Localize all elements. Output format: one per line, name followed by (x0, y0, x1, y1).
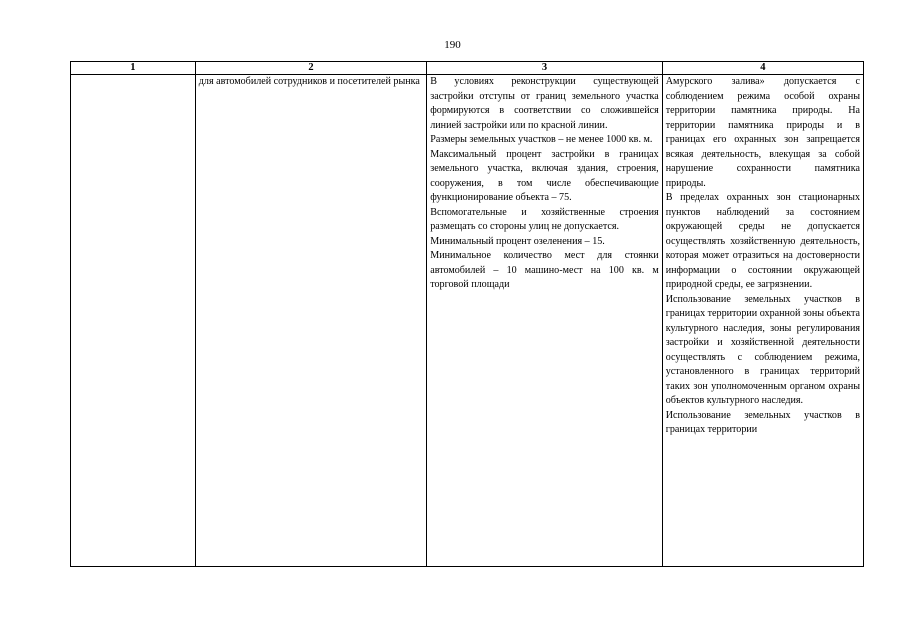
col3-paragraph: Максимальный процент застройки в границах земельного участка, включая здания, строения, сооружения, в том числе обеспечивающие функционирование объекта – 75. (430, 148, 659, 203)
col4-paragraph: В пределах охранных зон стационарных пунктов наблюдений за состоянием окружающей среды не допускается осуществлять хозяйственную деятельность, которая может отразиться на достоверности информации о состоянии окружающей природной среды, ее загрязнении. (665, 192, 860, 290)
col3-paragraph: Размеры земельных участков – не менее 1000 кв. м. (430, 134, 653, 145)
col4-paragraph: Использование земельных участков в границах территории (665, 409, 860, 435)
cell-col4 (662, 75, 863, 567)
col4-paragraph: Использование земельных участков в границах территории охранной зоны объекта культурного наследия, зоны регулирования застройки и хозяйственной деятельности осуществлять с соблюдением режима, установленного в границах территорий таких зон уполномоченным органом охраны объектов культурного наследия. (665, 293, 860, 406)
col3-paragraph: Минимальное количество мест для стоянки автомобилей – 10 машино-мест на 100 кв. м торговой площади (430, 250, 659, 290)
cell-col1 (71, 75, 196, 567)
column-header-2: 2 (195, 62, 426, 75)
table-row (71, 75, 864, 567)
regulations-table (70, 61, 864, 567)
col3-paragraph: Вспомогательные и хозяйственные строения размещать со стороны улиц не допускается. (430, 206, 659, 232)
column-header-4: 4 (662, 62, 863, 75)
cell-col2 (195, 75, 426, 567)
cell-col3 (427, 75, 662, 567)
column-header-3: 3 (427, 62, 662, 75)
page-number: 190 (444, 39, 461, 51)
col3-paragraph: Минимальный процент озеленения – 15. (430, 235, 605, 247)
col4-paragraph: Амурского залива» допускается с соблюдением режима особой охраны территории памятника природы. На территории памятника природы и в границах его охранных зон запрещается всякая деятельность, влекущая за собой нарушение сохранности памятника природы. (665, 76, 860, 189)
col3-paragraph: В условиях реконструкции существующей застройки отступы от границ земельного участка формируются в соответствии со сложившейся линией застройки или по красной линии. (430, 76, 659, 131)
cell-col2-text: для автомобилей сотрудников и посетителей рынка (198, 76, 420, 87)
column-header-1: 1 (71, 62, 196, 75)
table-header-row (71, 62, 864, 75)
